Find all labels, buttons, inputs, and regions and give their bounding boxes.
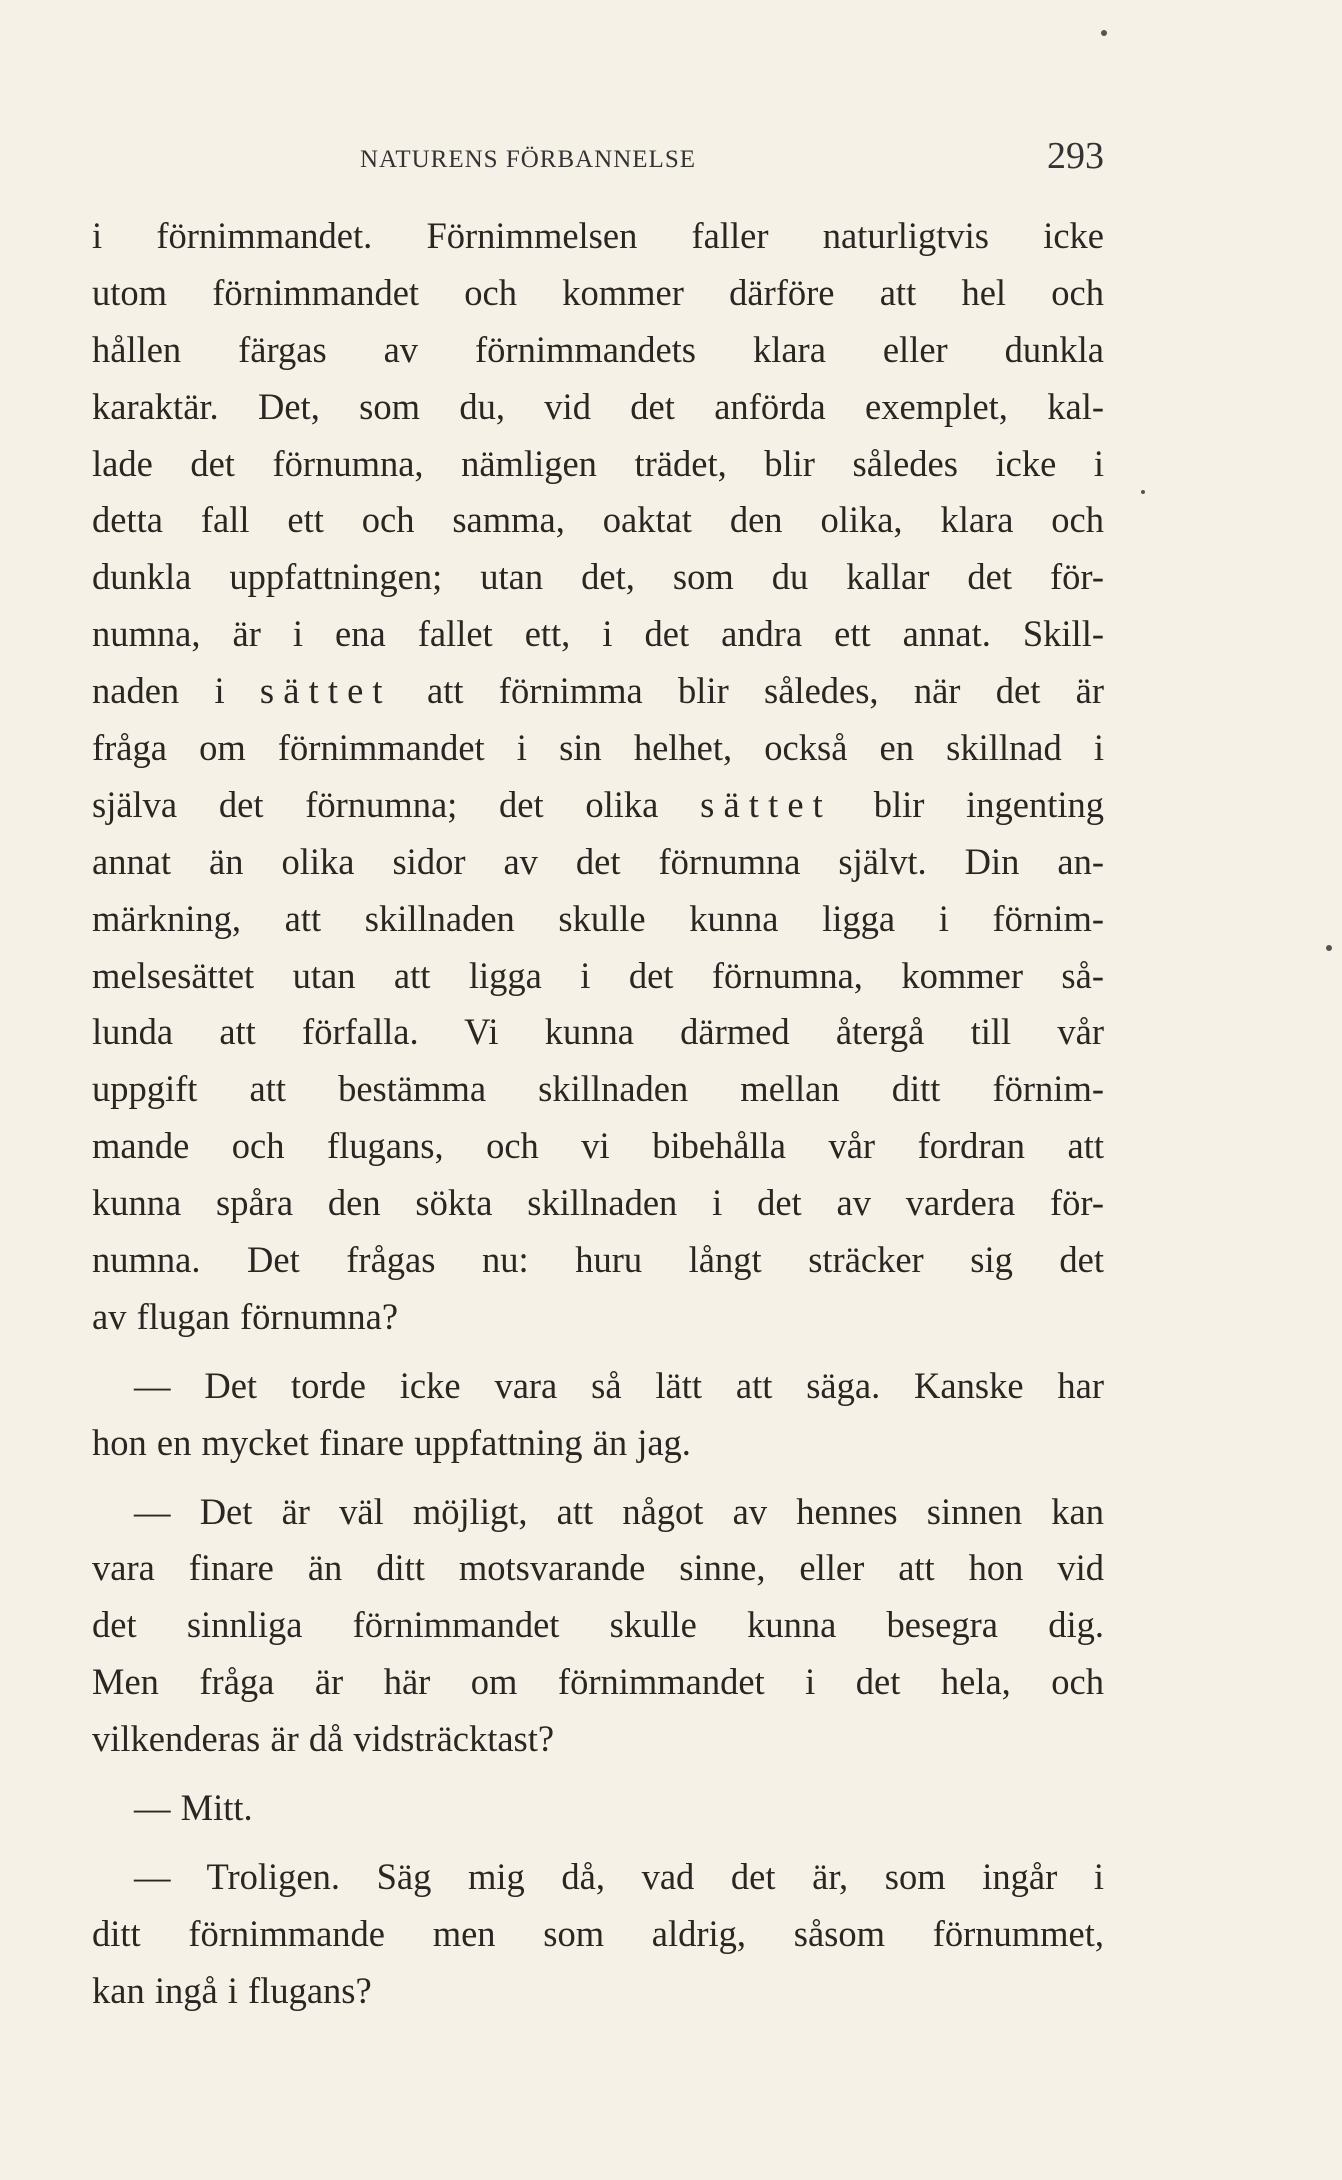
text-line: hållen färgas av förnimmandets klara eller dunkla (92, 328, 1104, 370)
body-text (92, 208, 1104, 2020)
emphasized-word: sättet (700, 783, 832, 825)
text-line: dunkla uppfattningen; utan det, som du kallar det för- (92, 556, 1104, 598)
text-line: annat än olika sidor av det förnumna självt. Din an- (92, 840, 1104, 882)
text-line: ditt förnimmande men som aldrig, såsom förnummet, (92, 1912, 1104, 1954)
text-line: — Det torde icke vara så lätt att säga. Kanske har (134, 1364, 1104, 1406)
text-line: av flugan förnumna? (92, 1295, 399, 1337)
text-fragment: blir ingenting (873, 783, 1105, 825)
text-line: uppgift att bestämma skillnaden mellan ditt förnim- (92, 1068, 1104, 1110)
running-head: NATURENS FÖRBANNELSE (360, 146, 697, 173)
text-line: numna. Det frågas nu: huru långt sträcker sig det (92, 1239, 1104, 1281)
page-header (92, 135, 1104, 188)
text-line: melsesättet utan att ligga i det förnumna, kommer så- (92, 954, 1104, 996)
text-line: mande och flugans, och vi bibehålla vår fordran att (92, 1125, 1104, 1167)
paper-speck (1141, 490, 1145, 494)
text-line: — Troligen. Säg mig då, vad det är, som ingår i (134, 1855, 1104, 1897)
text-line: i förnimmandet. Förnimmelsen faller naturligtvis icke (92, 215, 1104, 256)
text-line: — Det är väl möjligt, att något av hennes sinnen kan (134, 1490, 1104, 1532)
paragraph-2 (92, 1358, 1104, 1472)
text-line: fråga om förnimmandet i sin helhet, också en skillnad i (92, 727, 1104, 769)
text-line: kan ingå i flugans? (92, 1969, 372, 2011)
paragraph-1 (92, 208, 1104, 1346)
text-line: märkning, att skillnaden skulle kunna ligga i förnim- (92, 897, 1104, 939)
paragraph-4 (92, 1780, 1104, 1837)
text-line: kunna spåra den sökta skillnaden i det av vardera för- (92, 1182, 1104, 1224)
text-line: Men fråga är här om förnimmandet i det hela, och (92, 1661, 1104, 1703)
text-line: numna, är i ena fallet ett, i det andra ett annat. Skill- (92, 613, 1104, 655)
text-fragment: naden i (92, 670, 225, 712)
page-number: 293 (1047, 135, 1104, 177)
paragraph-3 (92, 1484, 1104, 1768)
text-fragment: att förnimma blir således, när det är (427, 670, 1105, 712)
text-line: lunda att förfalla. Vi kunna därmed återgå till vår (92, 1011, 1104, 1053)
text-line: det sinnliga förnimmandet skulle kunna besegra dig. (92, 1604, 1104, 1646)
text-line: hon en mycket finare uppfattning än jag. (92, 1421, 691, 1463)
emphasized-word: sättet (259, 670, 392, 712)
text-line: utom förnimmandet och kommer därföre att hel och (92, 271, 1104, 313)
text-line: — Mitt. (134, 1787, 253, 1829)
text-fragment: själva det förnumna; det olika (92, 783, 659, 825)
text-line (92, 777, 1104, 834)
text-line: detta fall ett och samma, oaktat den olika, klara och (92, 499, 1104, 541)
paper-speck (1101, 30, 1107, 36)
text-line (92, 663, 1104, 720)
text-line: vilkenderas är då vidsträcktast? (92, 1718, 555, 1760)
paper-speck (1326, 945, 1332, 951)
text-line: vara finare än ditt motsvarande sinne, eller att hon vid (92, 1547, 1104, 1589)
paragraph-5 (92, 1849, 1104, 2020)
text-line: karaktär. Det, som du, vid det anförda exemplet, kal- (92, 385, 1104, 427)
text-line: lade det förnumna, nämligen trädet, blir således icke i (92, 442, 1104, 484)
